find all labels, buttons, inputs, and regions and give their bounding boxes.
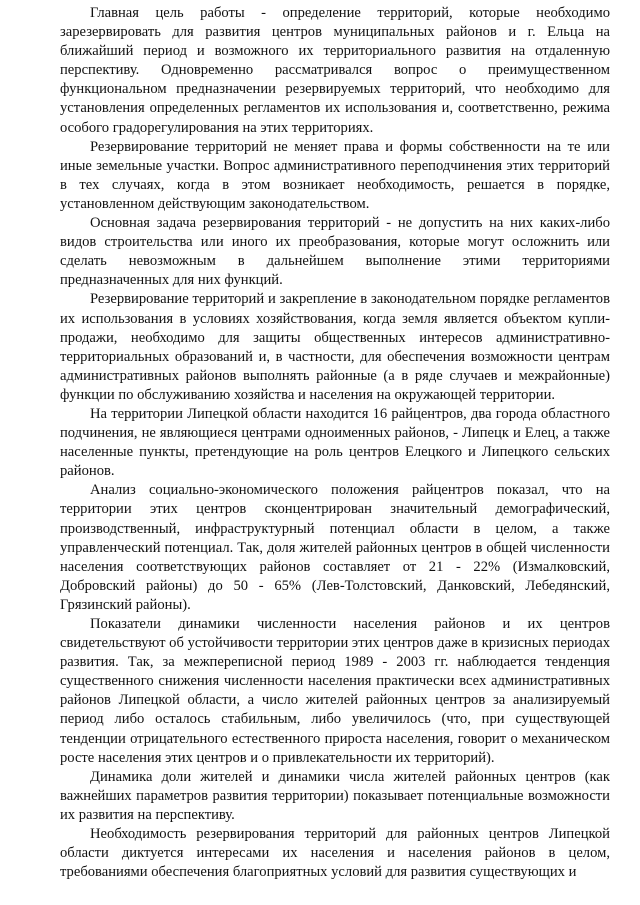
paragraph-ownership: Резервирование территорий не меняет права и формы собственности на те или иные земельные участки. Вопрос административного переподчинения этих территорий в тех случаях, когда в этом возникает необходимость, решается в порядке, установленном действующим законодательством. xyxy=(60,138,610,212)
document-page xyxy=(60,4,610,882)
paragraph-share-dynamics: Динамика доли жителей и динамики числа жителей районных центров (как важнейших параметров развития территории) показывает потенциальные возможности их развития на перспективу. xyxy=(60,768,610,823)
paragraph-district-centers: На территории Липецкой области находится 16 райцентров, два города областного подчинения, не являющиеся центрами одноименных районов, - Липецк и Елец, а также населенные пункты, претендующие на роль центров Елецкого и Липецкого сельских районов. xyxy=(60,405,610,480)
paragraph-population-dynamics: Показатели динамики численности населения районов и их центров свидетельствуют об устойчивости территории этих центров даже в кризисных периодах развития. Так, за межпереписной период 1989 - 2003 гг. наблюдается тенденция существенного снижения численности населения практически всех административных районов Липецкой области, а число жителей районных центров за анализируемый период либо осталось стабильным, либо увеличилось (что, при существующей тенденции отрицательного естественного прироста населения, говорит о механическом росте населения этих центров и о привлекательности их территорий). xyxy=(60,616,610,766)
paragraph-main-task: Основная задача резервирования территорий - не допустить на них каких-либо видов строительства или иного их преобразования, которые могут осложнить или сделать невозможным в дальнейшем выполнение этими территориями предназначенных для них функций. xyxy=(60,215,610,289)
paragraph-necessity: Необходимость резервирования территорий для районных центров Липецкой области диктуется интересами их населения и населения районов в целом, требованиями обеспечения благоприятных условий для развития существующих и xyxy=(60,826,610,881)
paragraph-regulations: Резервирование территорий и закрепление в законодательном порядке регламентов их использования в условиях хозяйствования, когда земля является объектом купли-продажи, необходимо для защиты общественных интересов административно-территориальных образований и, в частности, для обеспечения возможности центрам административных районов выполнять районные (а в ряде случаев и межрайонные) функции по обслуживанию хозяйства и населения на окружающей территории. xyxy=(60,291,610,403)
paragraph-main-goal: Главная цель работы - определение территорий, которые необходимо зарезервировать для развития центров муниципальных районов и г. Ельца на ближайший период и возможного их территориального развития на отдаленную перспективу. Одновременно рассматривался вопрос о преимущественном функциональном предназначении резервируемых территорий, что необходимо для установления определенных регламентов их использования и, соответственно, режима особого градорегулирования на этих территориях. xyxy=(60,5,610,136)
paragraph-analysis: Анализ социально-экономического положения райцентров показал, что на территории этих центров сконцентрирован значительный демографический, производственный, инфраструктурный потенциал области в целом, а также управленческий потенциал. Так, доля жителей районных центров в общей численности населения соответствующих районов составляет от 21 - 22% (Измалковский, Добровский районы) до 50 - 65% (Лев-Толстовский, Данковский, Лебедянский, Грязинский районы). xyxy=(60,482,610,613)
